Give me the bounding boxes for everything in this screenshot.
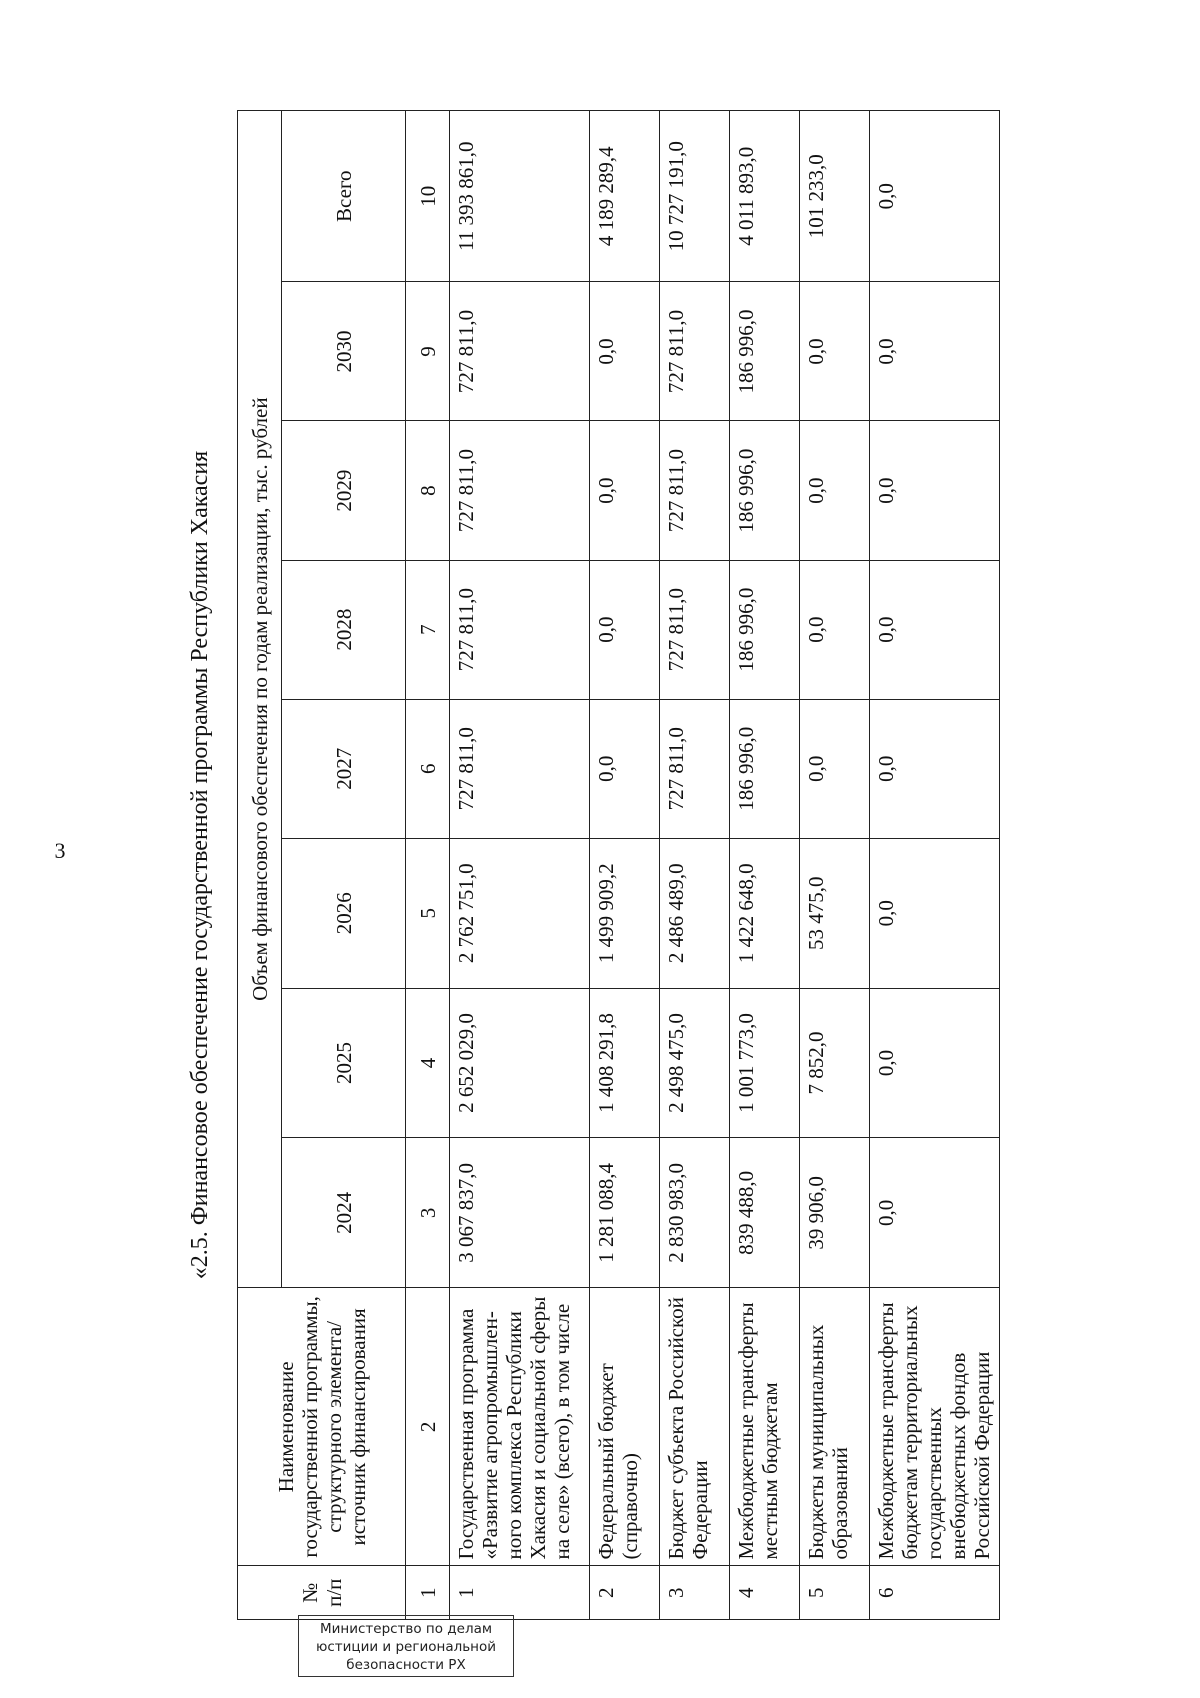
value-cell: 839 488,0 (730, 1138, 800, 1288)
value-cell: 0,0 (870, 282, 1000, 421)
row-name: Бюджет субъекта Российской Федерации (660, 1288, 730, 1566)
header-year: 2030 (282, 282, 406, 421)
value-cell: 1 408 291,8 (590, 988, 660, 1138)
value-cell: 2 652 029,0 (450, 988, 590, 1138)
value-cell: 727 811,0 (450, 699, 590, 838)
value-cell: 39 906,0 (800, 1138, 870, 1288)
row-number: 1 (450, 1566, 590, 1620)
header-number: № п/п (238, 1566, 406, 1620)
column-number: 3 (406, 1138, 450, 1288)
value-cell: 186 996,0 (730, 421, 800, 560)
column-number: 9 (406, 282, 450, 421)
value-cell: 727 811,0 (660, 699, 730, 838)
header-year: 2027 (282, 699, 406, 838)
stamp-line: юстиции и региональной (315, 1639, 497, 1655)
column-number: 4 (406, 988, 450, 1138)
value-cell: 1 499 909,2 (590, 838, 660, 988)
value-cell: 0,0 (870, 421, 1000, 560)
row-name: Федеральный бюджет (справочно) (590, 1288, 660, 1566)
value-cell: 0,0 (870, 1138, 1000, 1288)
value-cell: 11 393 861,0 (450, 111, 590, 282)
value-cell: 2 486 489,0 (660, 838, 730, 988)
value-cell: 0,0 (870, 560, 1000, 699)
value-cell: 101 233,0 (800, 111, 870, 282)
column-numbers-row (406, 111, 450, 1620)
value-cell: 727 811,0 (450, 560, 590, 699)
value-cell: 0,0 (870, 838, 1000, 988)
value-cell: 7 852,0 (800, 988, 870, 1138)
value-cell: 186 996,0 (730, 560, 800, 699)
value-cell: 0,0 (590, 421, 660, 560)
column-number: 5 (406, 838, 450, 988)
header-name: Наименование государственной программы, структурного элемента/источник финансирования (238, 1288, 406, 1566)
value-cell: 2 498 475,0 (660, 988, 730, 1138)
table-row (800, 111, 870, 1620)
value-cell: 727 811,0 (660, 560, 730, 699)
value-cell: 3 067 837,0 (450, 1138, 590, 1288)
value-cell: 1 001 773,0 (730, 988, 800, 1138)
value-cell: 0,0 (870, 699, 1000, 838)
value-cell: 727 811,0 (450, 421, 590, 560)
row-name: Бюджеты муниципальных образований (800, 1288, 870, 1566)
value-cell: 0,0 (800, 282, 870, 421)
value-cell: 4 189 289,4 (590, 111, 660, 282)
value-cell: 727 811,0 (660, 282, 730, 421)
row-number: 2 (590, 1566, 660, 1620)
column-number: 6 (406, 699, 450, 838)
section-title: «2.5. Финансовое обеспечение государственной программы Республики Хакасия (187, 450, 213, 1280)
financing-table (237, 110, 1000, 1620)
value-cell: 4 011 893,0 (730, 111, 800, 282)
value-cell: 1 422 648,0 (730, 838, 800, 988)
value-cell: 0,0 (870, 988, 1000, 1138)
stamp-line: Министерство по делам (319, 1621, 493, 1637)
value-cell: 0,0 (800, 421, 870, 560)
row-name: Межбюджетные трансферты местным бюджетам (730, 1288, 800, 1566)
table-row (660, 111, 730, 1620)
row-number: 4 (730, 1566, 800, 1620)
header-volume: Объем финансового обеспечения по годам реализации, тыс. рублей (238, 111, 282, 1288)
value-cell: 0,0 (590, 699, 660, 838)
value-cell: 10 727 191,0 (660, 111, 730, 282)
header-year: 2024 (282, 1138, 406, 1288)
column-number: 8 (406, 421, 450, 560)
ministry-stamp (298, 1615, 514, 1677)
row-name: Межбюджетные трансферты бюджетам территориальных государственных внебюджетных фондов Российской Федерации (870, 1288, 1000, 1566)
rotated-content (185, 110, 1025, 1620)
value-cell: 727 811,0 (450, 282, 590, 421)
header-year: 2029 (282, 421, 406, 560)
page-number: 3 (54, 838, 66, 863)
header-year: 2026 (282, 838, 406, 988)
table-row (450, 111, 590, 1620)
row-number: 6 (870, 1566, 1000, 1620)
table-row (870, 111, 1000, 1620)
row-number: 5 (800, 1566, 870, 1620)
value-cell: 2 830 983,0 (660, 1138, 730, 1288)
column-number: 2 (406, 1288, 450, 1566)
value-cell: 0,0 (870, 111, 1000, 282)
table-row (590, 111, 660, 1620)
column-number: 7 (406, 560, 450, 699)
header-total: Всего (282, 111, 406, 282)
value-cell: 0,0 (800, 560, 870, 699)
value-cell: 2 762 751,0 (450, 838, 590, 988)
column-number: 10 (406, 111, 450, 282)
value-cell: 53 475,0 (800, 838, 870, 988)
table-row (730, 111, 800, 1620)
stamp-line: безопасности РХ (346, 1657, 466, 1673)
column-number: 1 (406, 1566, 450, 1620)
value-cell: 727 811,0 (660, 421, 730, 560)
value-cell: 0,0 (590, 560, 660, 699)
value-cell: 186 996,0 (730, 282, 800, 421)
row-name: Государственная программа «Развитие агропромышлен-ного комплекса Республики Хакасия и социальной сферы на селе» (всего), в том числе (450, 1288, 590, 1566)
value-cell: 0,0 (800, 699, 870, 838)
row-number: 3 (660, 1566, 730, 1620)
header-year: 2028 (282, 560, 406, 699)
value-cell: 1 281 088,4 (590, 1138, 660, 1288)
header-year: 2025 (282, 988, 406, 1138)
value-cell: 186 996,0 (730, 699, 800, 838)
value-cell: 0,0 (590, 282, 660, 421)
